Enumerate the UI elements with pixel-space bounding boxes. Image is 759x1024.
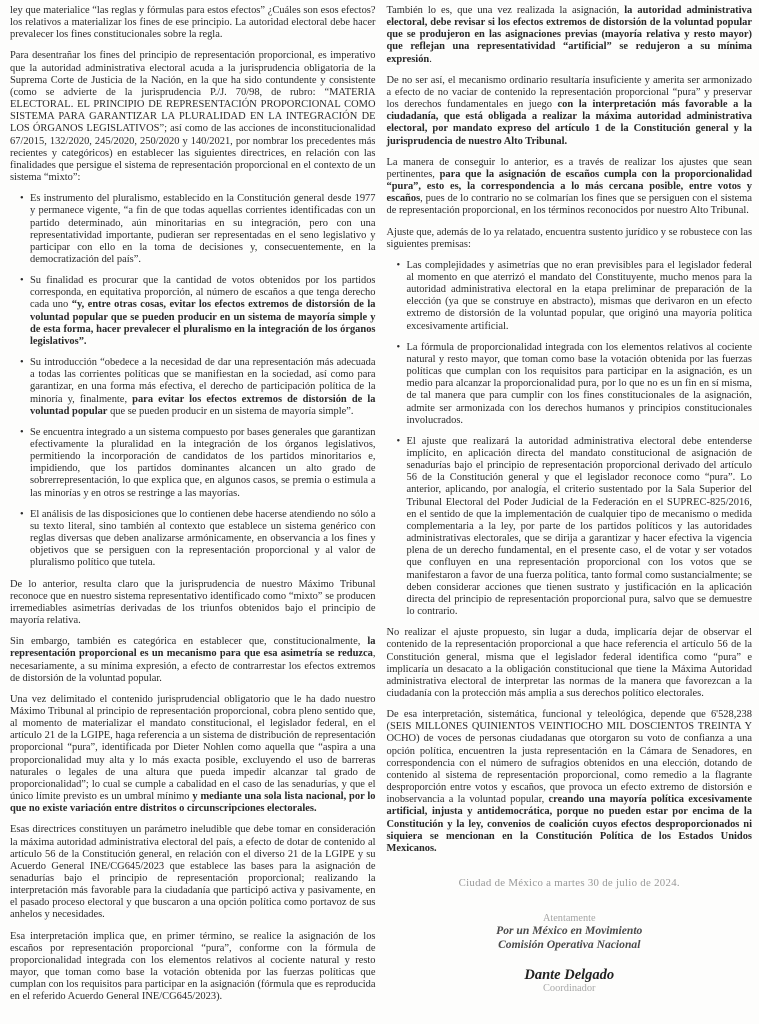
right-column	[387, 5, 753, 1024]
paragraph: También lo es, que una vez realizada la asignación, la autoridad administrativa electoral, debe revisar si los efectos extremos de distorsión de la voluntad popular que se produjeron en las asignaciones previas (mayoría relativa y resto mayor) que reflejan una representatividad “artificial” se redujeron a su mínima expresión.	[386, 5, 752, 65]
paragraph: De esa interpretación, sistemática, funcional y teleológica, depende que 6'528,238 (SEIS MILLONES QUINIENTOS VEINTIOCHO MIL DOSCIENTOS TREINTA Y OCHO) de voces de personas ciudadanas que otorgaron su voto de confianza a una opción política, encuentren la justa representación en la Cámara de Senadores, en correspondencia con el número de sufragios obtenidos en una elección, dotando de contenido al sistema de representación proporcional, como remedio a la flagrante desproporción entre votos y escaños, que provoca un efecto extremo de distorsión e inobservancia a la voluntad popular, creando una mayoría política excesivamente artificial, injusta y antidemocrática, porque no pueden estar por encima de la Constitución y la ley, convenios de coalición cuyos efectos desproporcionados ni siquiera se mencionan en la Constitución Política de los Estados Unidos Mexicanos.	[386, 709, 753, 854]
paragraph: De lo anterior, resulta claro que la jurisprudencia de nuestro Máximo Tribunal reconoce que en nuestro sistema representativo identificado como “mixto” se producen irremediables asimetrías derivadas de los triunfos obtenidos bajo el principio de mayoría relativa.	[10, 578, 376, 627]
right-column-blocks	[387, 5, 753, 855]
bullet-item: • Se encuentra integrado a un sistema compuesto por bases generales que garantizan efectivamente la pluralidad en la integración de los órganos legislativos, permitiendo la incorporación de candidatos de los partidos minoritarios e, impidiendo, que los partidos dominantes alcancen un alto grado de sobrerrepresentación, lo que explica que, en algunos casos, se premia o estimula a las minorías y en otros se restringe a las mayorías.	[19, 427, 376, 500]
signer-name: Dante Delgado	[524, 967, 615, 983]
paragraph: No realizar el ajuste propuesto, sin lugar a duda, implicaría dejar de observar el contenido de la representación proporcional a que hace referencia el artículo 56 de la Constitución general, misma que el legislador federal identifica como “pura” e implicaría un desacato a la obligación constitucional que tiene la Máxima Autoridad administrativa electoral de interpretar las normas de la manera que favorezcan a la ciudadanía con la protección más amplia a sus derechos político electorales.	[386, 627, 752, 699]
paragraph: ley que materialice “las reglas y fórmulas para estos efectos” ¿Cuáles son esos efectos? los relativos a materializar los fines de ese principio. La autoridad electoral debe hacer prevalecer los fines constitucionales sobre la regla.	[10, 5, 376, 41]
bullet-item: • Las complejidades y asimetrías que no eran previsibles para el legislador federal al momento en que aterrizó el mandato del Constituyente, mucho menos para la autoridad administrativa electoral en la etapa preliminar de preparación de la elección (ya que se construye en abstracto), mismas que derivaron en un efecto extremo de distorsión de la voluntad popular, que originó una mayoría política excesivamente artificial.	[396, 260, 753, 333]
paragraph: La manera de conseguir lo anterior, es a través de realizar los ajustes que sean pertinentes, para que la asignación de escaños cumpla con la proporcionalidad “pura”, esto es, la correspondencia a lo más cercana posible, entre votos y escaños, pues de lo contrario no se colmarían los fines que se persiguen con el sistema de representación proporcional, en los términos reconocidos por nuestro Alto Tribunal.	[386, 156, 753, 217]
paragraph: Para desentrañar los fines del principio de representación proporcional, es imperativo que la autoridad administrativa electoral acuda a la jurisprudencia obligatoria de la Suprema Corte de Justicia de la Nación, en la que ha sido contundente y consistente (como se advierte de la jurisprudencia P./J. 70/98, de rubro: “MATERIA ELECTORAL. EL PRINCIPIO DE REPRESENTACIÓN PROPORCIONAL COMO SISTEMA PARA GARANTIZAR LA PLURALIDAD EN LA INTEGRACIÓN DE LOS ÓRGANOS LEGISLATIVOS”; así como de las acciones de inconstitucionalidad 67/2015, 132/2020, 245/2020, 250/2020 y 140/2021, por nombrar los precedentes más recientes y categóricos) en establecer las siguientes directrices, en relación con las finalidades que persigue el sistema de representación proporcional en el contexto de un sistema “mixto”:	[10, 50, 376, 184]
paragraph: Esas directrices constituyen un parámetro ineludible que debe tomar en consideración la máxima autoridad administrativa electoral del país, a efecto de dotar de contenido al artículo 56 de la Constitución general, en relación con el diverso 21 de la LGIPE y su Acuerdo General INE/CG645/2023 que establece las bases para la asignación de senadurías bajo el principio de representación proporcional; realizando la interpretación más favorable para la ciudadanía que participó activa y pasivamente, en el pasado proceso electoral y que buscaron a una opción política como portavoz de sus anhelos y necesidades.	[10, 824, 376, 921]
signer-title: Coordinador	[542, 983, 596, 994]
bullet-item: • El ajuste que realizará la autoridad administrativa electoral debe entenderse implícito, en aplicación directa del mandato constitucional de asignación de senadurías bajo el principio de representación proporcional derivado del artículo 56 de la Constitución general y que el legislador reconoce como “pura”. Lo anterior, aplicando, por analogía, el criterio sustentado por la Sala Superior del Tribunal Electoral del Poder Judicial de la Federación en el SUPREC-825/2016, en el sentido de que la implementación de cualquier tipo de mecanismo o medida complementaria a la ley, por parte de los partidos políticos y las autoridades administrativas electorales, que se dirija a garantizar y hacer efectiva la vigencia plena de un derecho fundamental, en el presente caso, el de votar y ser votados que confluyen en una representación proporcional con los votos que se manifestaron a favor de una fuerza política, tanto formal como sustancialmente; se deben considerar acciones que tienen sustrato y justificación en la aplicación directa del principio de representación proporcional pura, salvo que se demuestre lo contrario.	[396, 436, 753, 618]
closing-salutation: Atentamente	[542, 913, 596, 924]
paragraph: Sin embargo, también es categórica en establecer que, constitucionalmente, la representación proporcional es un mecanismo para que esa asimetría se reduzca, necesariamente, a su mínima expresión, a efecto de contrarrestar los efectos extremos de distorsión de la voluntad popular.	[10, 636, 376, 684]
paragraph: Esa interpretación implica que, en primer término, se realice la asignación de los escaños por representación proporcional “pura”, conforme con la fórmula de proporcionalidad integrada con los elementos relativos al cociente natural y resto mayor, que toman como base la votación obtenida por las fuerzas políticas que cumplan con los requisitos para participar en la asignación (fórmula que es reproducida en el referido Acuerdo General INE/CG645/2023).	[10, 930, 376, 1003]
paragraph: Una vez delimitado el contenido jurisprudencial obligatorio que le ha dado nuestro Máximo Tribunal al principio de representación proporcional, cobra pleno sentido que, al momento de materializar el mandato constitucional, el legislador federal, en el artículo 21 de la LGIPE, haga referencia a un sistema de distribución de representación proporcional “pura”, identificada por Dieter Nohlen como aquella que “aspira a una proporcionalidad muy alta y lo más exacta posible, excluyendo el uso de barreras naturales o legales de una altura que pueda impedir alcanzar tal grado de proporcionalidad”; lo cual se cumple a cabalidad en el caso de las senadurías, y que el único límite previsto es un umbral mínimo y mediante una sola lista nacional, por lo que no existe variación entre distritos o circunscripciones electorales.	[10, 693, 376, 815]
bullet-item: • Su finalidad es procurar que la cantidad de votos obtenidos por los partidos corresponda, en equitativa proporción, al número de escaños a que tenga derecho cada uno “y, entre otras cosas, evitar los efectos extremos de distorsión de la voluntad popular que se pueden producir en un sistema de mayoría simple y de esta forma, hacer prevalecer el pluralismo en la integración de los órganos legislativos”.	[19, 275, 376, 348]
date-line: Ciudad de México a martes 30 de julio de 2024.	[458, 877, 680, 889]
bullet-item: • Su introducción “obedece a la necesidad de dar una representación más adecuada a todas las corrientes políticas que se manifiestan en la sociedad, así como para garantizar, en una forma más efectiva, el derecho de participación política de la minoría y, finalmente, para evitar los efectos extremos de distorsión de la voluntad popular que se pueden producir en un sistema de mayoría simple”.	[19, 357, 376, 418]
left-column-blocks	[10, 5, 376, 1004]
paragraph: De no ser así, el mecanismo ordinario resultaría insuficiente y amerita ser armonizado a efecto de no vaciar de contenido la representación proporcional “pura” y preservar los derechos fundamentales en juego con la interpretación más favorable a la ciudadanía, que está obligada a realizar la máxima autoridad administrativa electoral, por mandato expreso del artículo 1 de la Constitución general y la jurisprudencia de nuestro Alto Tribunal.	[386, 74, 752, 147]
bullet-item: • Es instrumento del pluralismo, establecido en la Constitución general desde 1977 y permanece vigente, “a fin de que todas aquellas corrientes identificadas con un partido determinado, aún minoritarias en su integración, pero con una representatividad importante, pudieran ser representadas en el seno legislativo y participar con ello en la toma de decisiones y, consecuentemente, en la democratización del país”.	[19, 193, 376, 266]
signature-block	[387, 913, 753, 995]
left-column	[10, 5, 376, 1024]
bullet-item: • La fórmula de proporcionalidad integrada con los elementos relativos al cociente natural y resto mayor, que toman como base la votación obtenida por las fuerzas políticas que cumplan con los requisitos para participar en la asignación, es un medio para alcanzar la proporcionalidad pura, por lo que no es un fin en sí misma, de tal manera que para cumplir con los fines constitucionales de la asignación, admite ser armonizada con los derechos humanos y principios constitucionales involucrados.	[396, 342, 753, 427]
bullet-item: • El análisis de las disposiciones que lo contienen debe hacerse atendiendo no sólo a su texto literal, sino también al contexto que establece un sistema genérico con reglas diversas que deben analizarse armónicamente, en observancia a los fines y objetivos que se persiguen con la representación proporcional y al valor de pluralismo político que tutela.	[19, 509, 376, 570]
paragraph: Ajuste que, además de lo ya relatado, encuentra sustento jurídico y se robustece con las siguientes premisas:	[386, 226, 752, 250]
movement-name: Por un México en Movimiento	[496, 924, 643, 937]
commission-name: Comisión Operativa Nacional	[498, 938, 641, 951]
